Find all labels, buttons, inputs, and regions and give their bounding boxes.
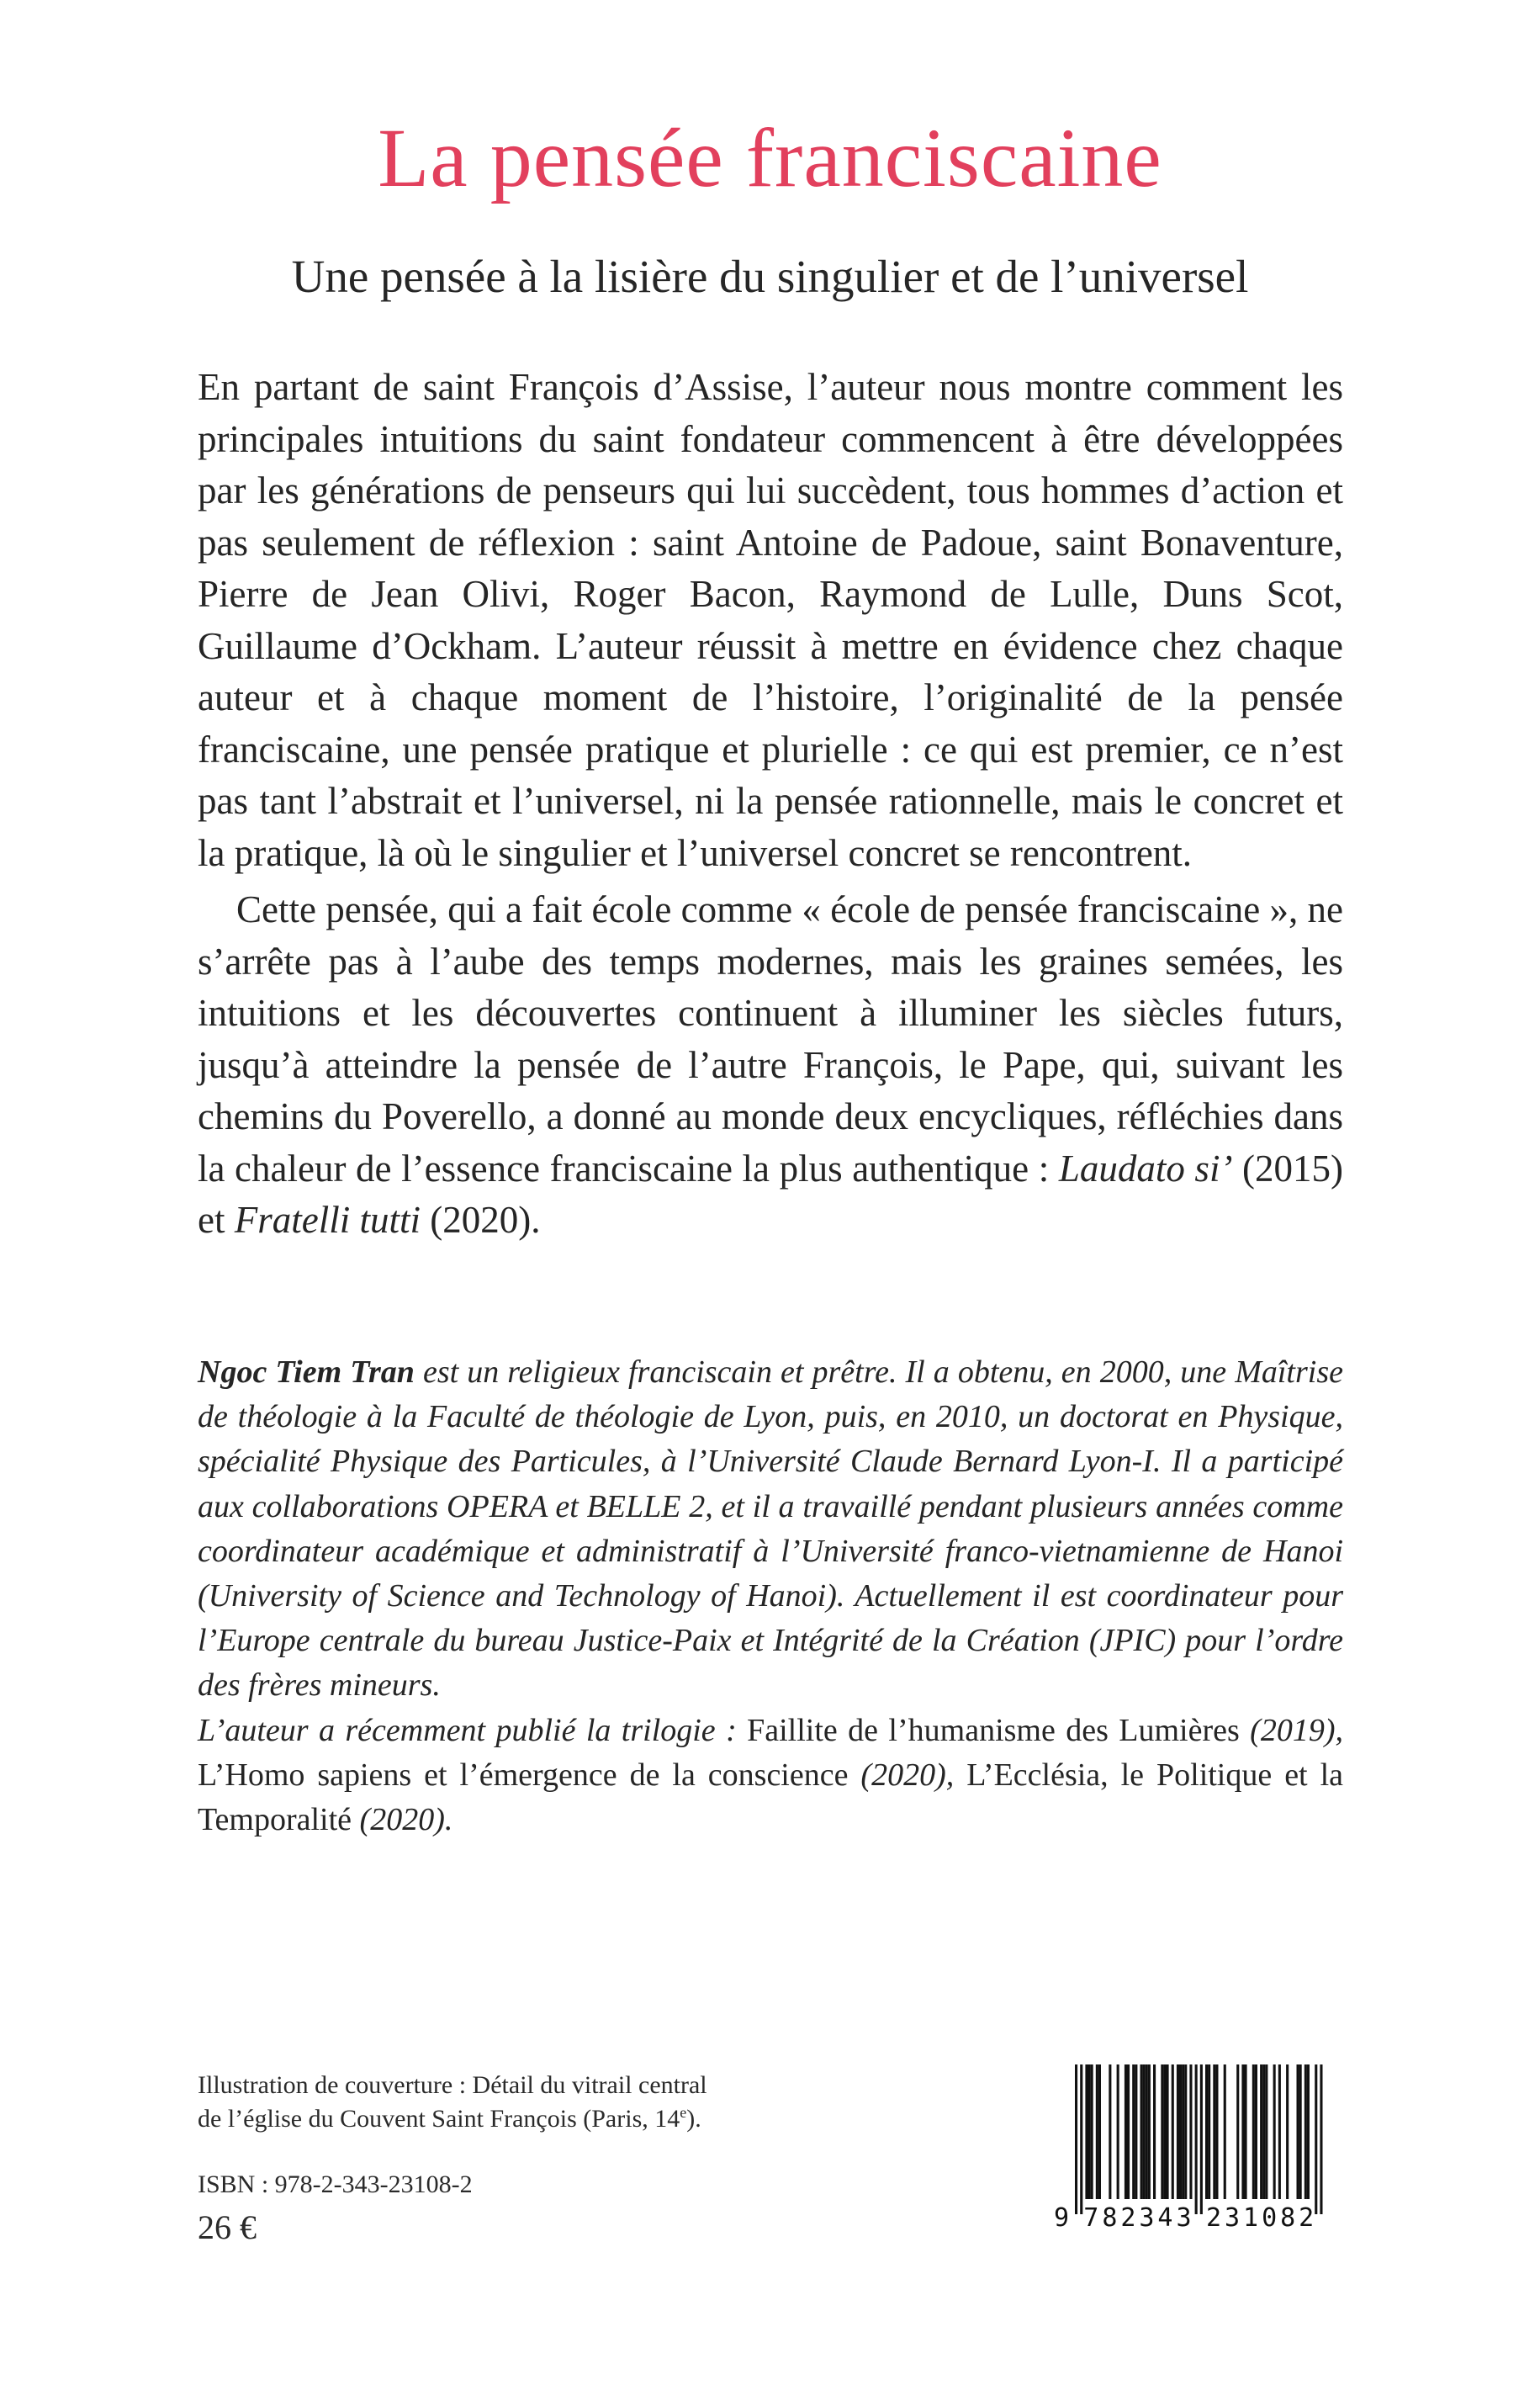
barcode-bar bbox=[1088, 2064, 1091, 2199]
isbn: ISBN : 978-2-343-23108-2 bbox=[198, 2170, 473, 2198]
barcode-bar bbox=[1307, 2064, 1310, 2199]
barcode-digits bbox=[1054, 2203, 1314, 2233]
barcode-bar bbox=[1213, 2064, 1215, 2199]
barcode-bar bbox=[1143, 2064, 1146, 2199]
barcode-bar bbox=[1195, 2064, 1198, 2214]
barcode-bar bbox=[1278, 2064, 1281, 2199]
barcode-bar bbox=[1297, 2064, 1299, 2199]
barcode-bar bbox=[1117, 2064, 1119, 2199]
encyclical-year-1: (2015) et bbox=[198, 1147, 1343, 1241]
barcode-icon bbox=[1051, 2053, 1346, 2248]
barcode-bar bbox=[1224, 2064, 1226, 2199]
barcode-bar bbox=[1299, 2064, 1302, 2199]
barcode-bar bbox=[1245, 2064, 1247, 2199]
barcode-bar bbox=[1208, 2064, 1210, 2199]
barcode-bar bbox=[1320, 2064, 1322, 2214]
barcode-bar bbox=[1286, 2064, 1289, 2199]
barcode-bar bbox=[1255, 2064, 1257, 2199]
barcode-bar bbox=[1132, 2064, 1135, 2199]
summary-paragraph-1: En partant de saint François d’Assise, l’auteur nous montre comment les principales intuitions du saint fondateur commencent à être développées par les générations de penseurs qui lui succèdent, tous hommes d’action et pas seulement de réflexion : saint Antoine de Padoue, saint Bonaventure, Pierre de Jean Olivi, Roger Bacon, Raymond de Lulle, Duns Scot, Guillaume d’Ockham. L’auteur réussit à mettre en évidence chez chaque auteur et à chaque moment de l’histoire, l’originalité de la pensée franciscaine, une pensée pratique et plurielle : ce qui est premier, ce n’est pas tant l’abstrait et l’universel, ni la pensée rationnelle, mais le concret et la pratique, là où le singulier et l’universel concret se rencontrent. bbox=[198, 366, 1343, 874]
barcode-bar bbox=[1080, 2064, 1082, 2214]
barcode-bar bbox=[1127, 2064, 1130, 2199]
summary-paragraph-2-text: Cette pensée, qui a fait école comme « école de pensée franciscaine », ne s’arrête pas à l’aube des temps modernes, mais les graines semées, les intuitions et les découvertes continuent à illuminer les siècles futurs, jusqu’à atteindre la pensée de l’autre François, le Pape, qui, suivant les chemins du Poverello, a donné au monde deux encycliques, réfléchies dans la chaleur de l’essence franciscaine la plus authentique : bbox=[198, 888, 1343, 1190]
encyclical-year-2: (2020). bbox=[420, 1199, 541, 1241]
summary-text bbox=[198, 362, 1343, 1247]
barcode-bar bbox=[1177, 2064, 1179, 2199]
trilogy-book-3: L’Ecclésia, le Politique et la Temporalité bbox=[198, 1757, 1344, 1838]
summary-paragraph-2 bbox=[198, 884, 1343, 1247]
barcode-bar bbox=[1305, 2064, 1307, 2199]
barcode-bar bbox=[1167, 2064, 1169, 2199]
book-title: La pensée franciscaine bbox=[378, 111, 1162, 204]
barcode-bar bbox=[1096, 2064, 1098, 2199]
barcode-digit-group: 782343 bbox=[1083, 2203, 1192, 2233]
barcode-bar bbox=[1315, 2064, 1317, 2214]
author-trilogy bbox=[198, 1709, 1343, 1843]
encyclical-title-2: Fratelli tutti bbox=[234, 1199, 421, 1241]
author-bio-text: est un religieux franciscain et prêtre. Il a obtenu, en 2000, une Maîtrise de théologie à la Faculté de théologie de Lyon, puis, en 2010, un doctorat en Physique, spécialité Physique des Particules, à l’Université Claude Bernard Lyon-I. Il a participé aux collaborations OPERA et BELLE 2, et il a travaillé pendant plusieurs années comme coordinateur académique et administratif à l’Université franco-vietnamienne de Hanoi (University of Science and Technology of Hanoi). Actuellement il est coordinateur pour l’Europe centrale du bureau Justice-Paix et Intégrité de la Création (JPIC) pour l’ordre des frères mineurs. bbox=[198, 1354, 1343, 1704]
author-bio bbox=[198, 1350, 1343, 1842]
trilogy-book-2: L’Homo sapiens et l’émergence de la conscience bbox=[198, 1757, 849, 1793]
barcode-bar bbox=[1146, 2064, 1148, 2199]
trilogy-intro: L’auteur a récemment publié la trilogie : bbox=[198, 1712, 748, 1748]
barcode-bar bbox=[1163, 2064, 1166, 2199]
barcode-bar bbox=[1085, 2064, 1088, 2199]
barcode-bar bbox=[1215, 2064, 1218, 2199]
trilogy-year-3: (2020). bbox=[352, 1802, 453, 1838]
barcode-bar bbox=[1109, 2064, 1111, 2199]
barcode-digit-group: 9 bbox=[1053, 2203, 1070, 2233]
credit-line-2-text: de l’église du Couvent Saint François (Paris, 14 bbox=[198, 2105, 680, 2133]
barcode-bar bbox=[1179, 2064, 1182, 2199]
barcode-bar bbox=[1148, 2064, 1151, 2199]
barcode-bar bbox=[1265, 2064, 1267, 2199]
author-bio-paragraph bbox=[198, 1350, 1343, 1709]
barcode-bar bbox=[1140, 2064, 1143, 2199]
barcode-bar bbox=[1135, 2064, 1137, 2199]
trilogy-book-1: Faillite de l’humanisme des Lumières bbox=[747, 1712, 1240, 1748]
barcode-digit-group: 231082 bbox=[1206, 2203, 1315, 2233]
barcode-bar bbox=[1260, 2064, 1262, 2199]
barcode-bar bbox=[1189, 2064, 1192, 2199]
book-subtitle: Une pensée à la lisière du singulier et de l’universel bbox=[291, 251, 1249, 302]
barcode-bar bbox=[1091, 2064, 1093, 2199]
encyclical-title-1: Laudato si’ bbox=[1058, 1147, 1233, 1190]
credit-line-1: Illustration de couverture : Détail du vitrail central bbox=[198, 2071, 707, 2099]
barcode-bar bbox=[1205, 2064, 1208, 2199]
barcode-bar bbox=[1200, 2064, 1203, 2214]
credit-line-2 bbox=[198, 2102, 707, 2136]
author-name: Ngoc Tiem Tran bbox=[198, 1354, 415, 1390]
barcode-bar bbox=[1161, 2064, 1163, 2199]
barcode-bar bbox=[1075, 2064, 1077, 2214]
barcode-bar bbox=[1098, 2064, 1101, 2199]
cover-illustration-credit bbox=[198, 2069, 707, 2136]
barcode-bar bbox=[1153, 2064, 1156, 2199]
barcode-bar bbox=[1125, 2064, 1127, 2199]
barcode-bar bbox=[1273, 2064, 1276, 2199]
barcode-bar bbox=[1236, 2064, 1239, 2199]
barcode-bar bbox=[1184, 2064, 1187, 2199]
barcode-bar bbox=[1241, 2064, 1244, 2199]
barcode-bar bbox=[1172, 2064, 1174, 2199]
price: 26 € bbox=[198, 2208, 257, 2246]
credit-line-2-end: ). bbox=[686, 2105, 701, 2133]
barcode-bar bbox=[1252, 2064, 1255, 2199]
barcode-bars bbox=[1075, 2064, 1323, 2214]
trilogy-year-1: (2019), bbox=[1239, 1712, 1343, 1748]
trilogy-year-2: (2020), bbox=[848, 1757, 967, 1793]
barcode-bar bbox=[1262, 2064, 1265, 2199]
credit-line-2-superscript: e bbox=[680, 2104, 687, 2121]
barcode-bar bbox=[1182, 2064, 1184, 2199]
